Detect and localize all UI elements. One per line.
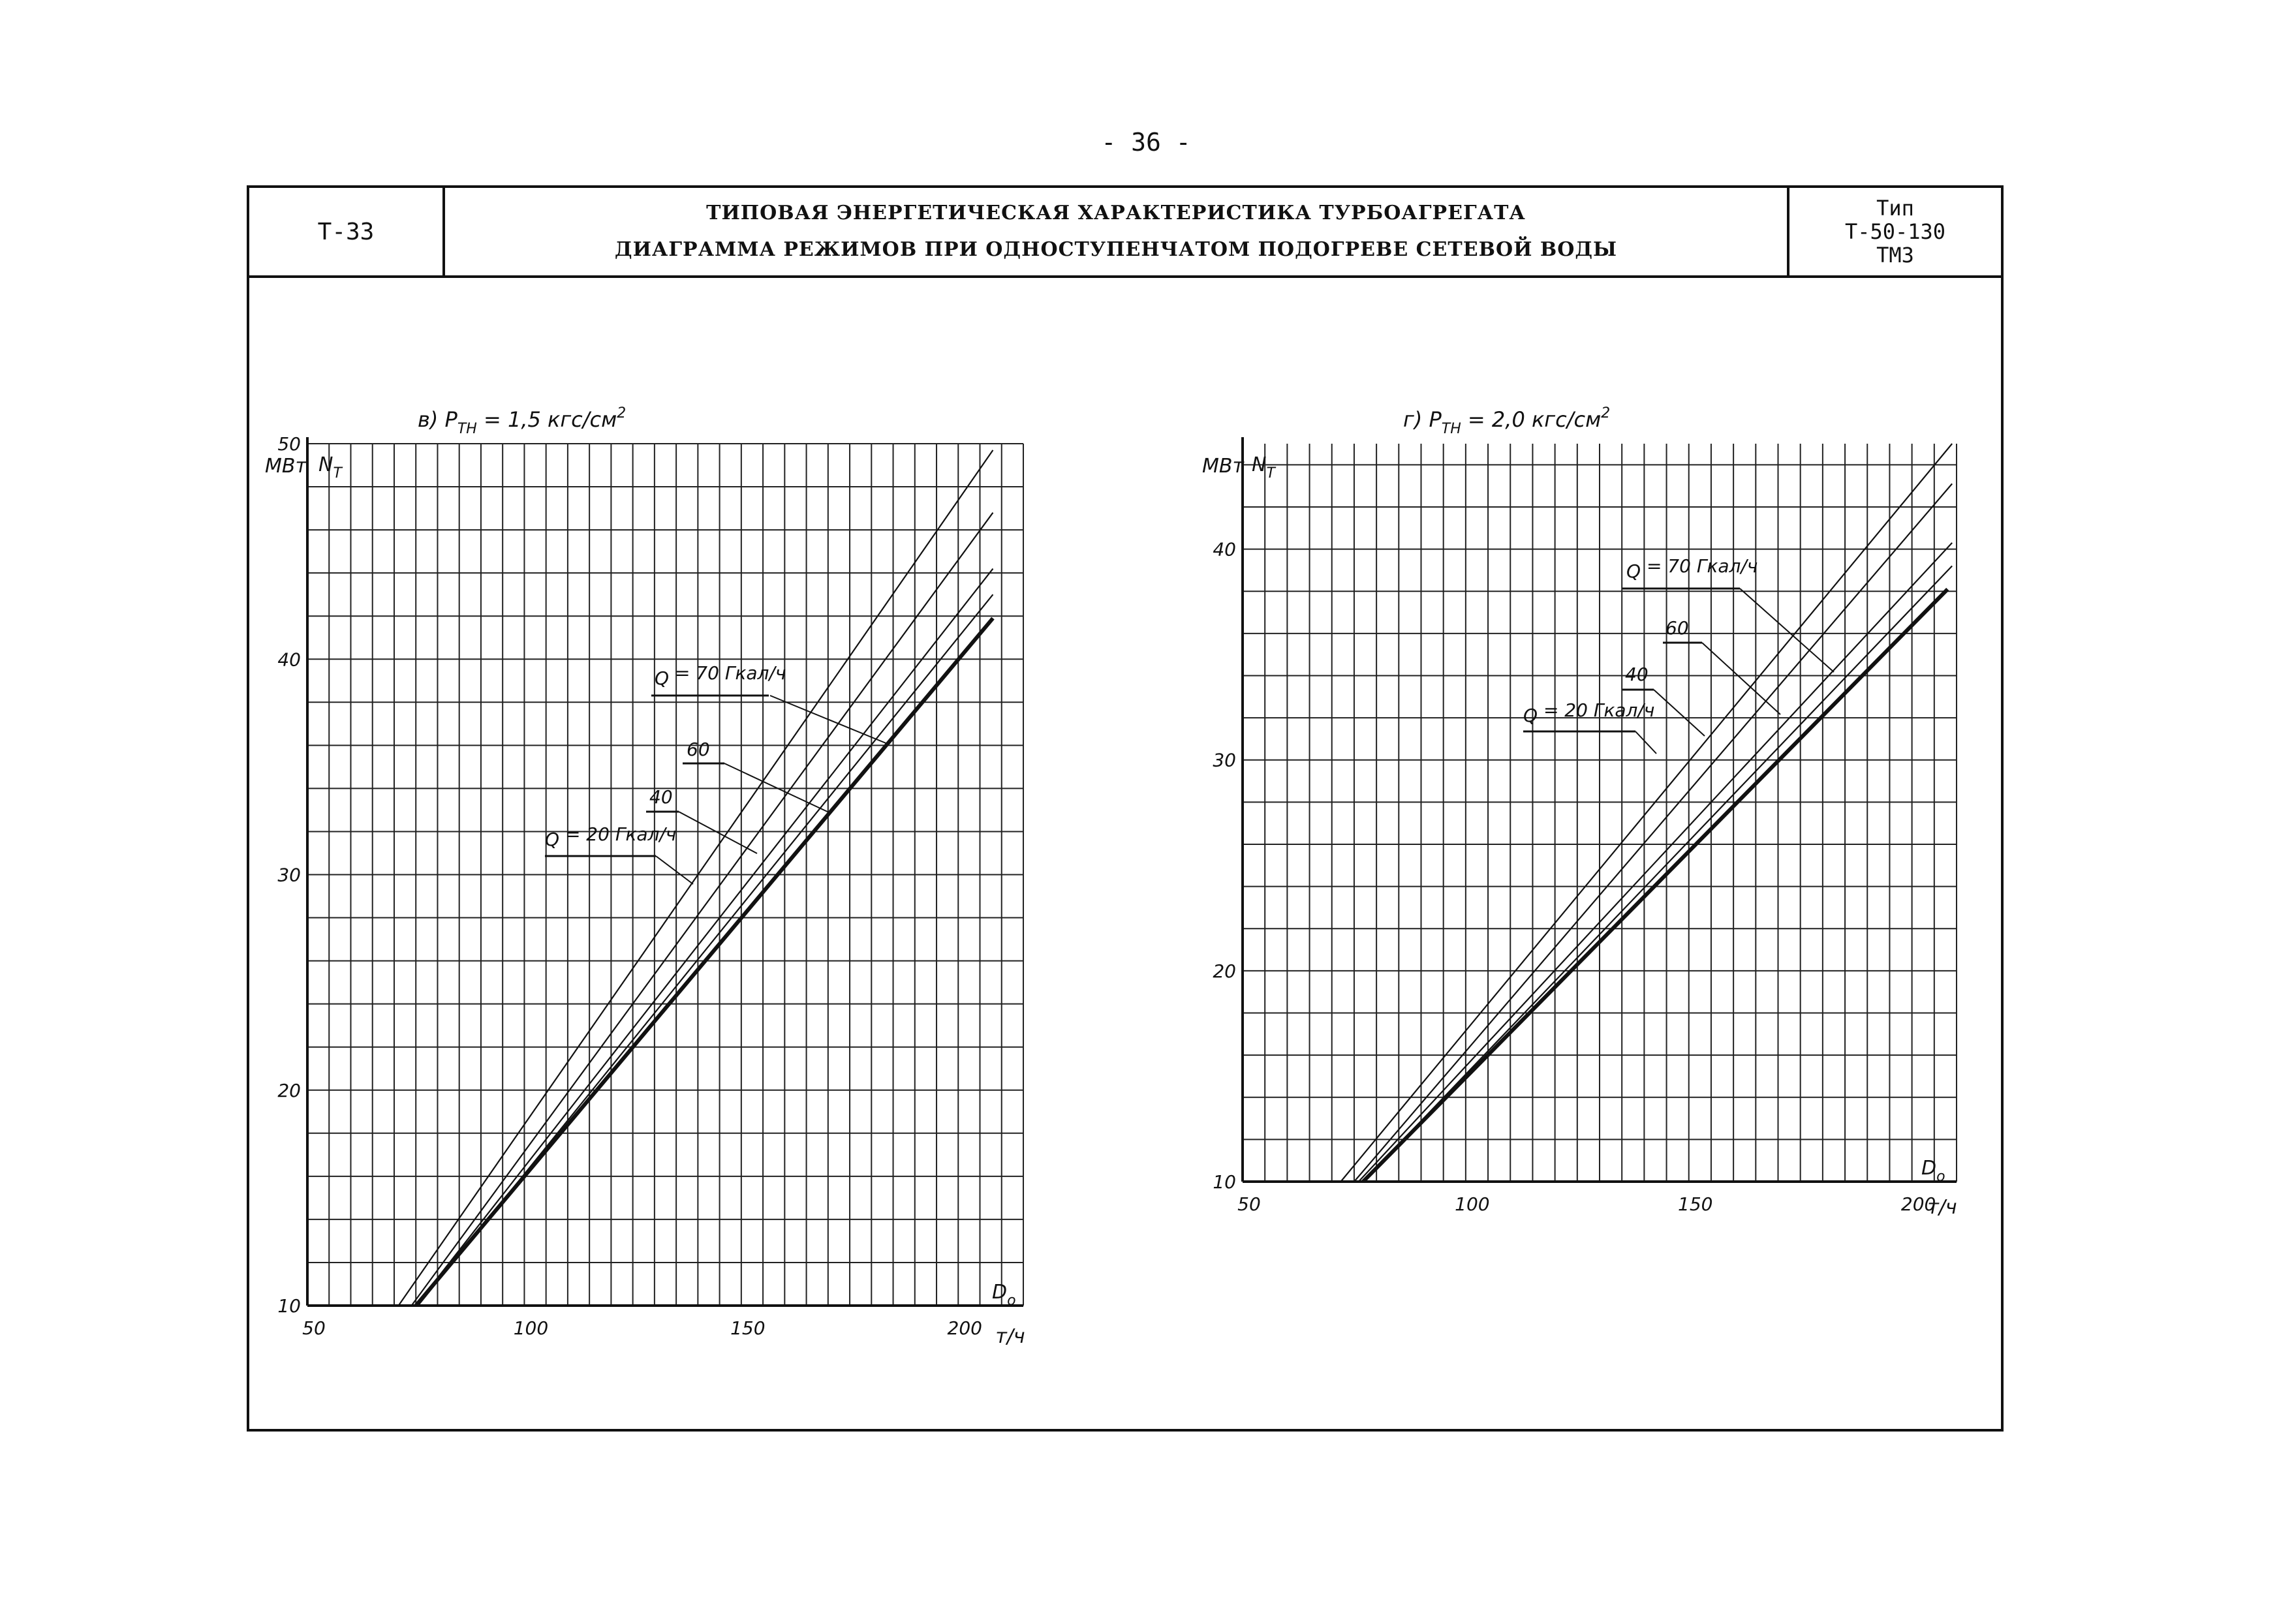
series-line-1 [412,513,993,1306]
y-tick-label: 40 [277,649,301,671]
drawing-title-line-2: ДИАГРАММА РЕЖИМОВ ПРИ ОДНОСТУПЕНЧАТОМ ПОДОГРЕВЕ СЕТЕВОЙ ВОДЫ [614,238,1618,261]
x-axis-label: $D_o$ [992,1281,1016,1309]
y-tick-label: 10 [1213,1171,1236,1193]
series-label: Q = 70 Гкал/ч [1626,555,1758,582]
chart-panel-v [265,405,1025,1348]
y-axis-unit: МВт [1202,455,1244,478]
y-tick-label: 20 [277,1079,301,1101]
label-leader [1702,643,1780,714]
series-line-2 [1359,543,1952,1182]
x-tick-label: 50 [1237,1193,1261,1215]
y-axis-unit: МВт [265,455,307,478]
series-line-0 [399,450,993,1306]
type-model: Т-50-130 [1844,219,1946,244]
series-label: 40 [1625,664,1649,685]
type-label: Тип [1876,196,1914,221]
series-line-0 [1340,444,1952,1182]
x-axis-unit: т/ч [1927,1196,1957,1219]
label-leader [1740,589,1834,672]
drawing-code: Т-33 [249,188,445,275]
y-axis-label: $N_Т$ [1252,453,1275,482]
series-label: 60 [687,739,710,760]
series-label: Q = 20 Гкал/ч [545,823,677,850]
drawing-title-line-1: ТИПОВАЯ ЭНЕРГЕТИЧЕСКАЯ ХАРАКТЕРИСТИКА ТУРБОАГРЕГАТА [706,202,1526,224]
panel-title: г) $P_{ТН} = 2,0$ кгс/$см^2$ [1403,405,1611,437]
x-axis-unit: т/ч [995,1325,1025,1348]
y-tick-label: 40 [1213,538,1236,560]
label-leader [1635,731,1656,754]
series-label: 40 [649,786,673,808]
series-label: 60 [1665,617,1689,639]
x-tick-label: 100 [513,1317,549,1339]
label-leader [656,856,693,884]
type-maker: ТМЗ [1876,243,1914,268]
y-tick-label: 30 [1213,749,1236,771]
series-label: Q = 70 Гкал/ч [655,662,786,689]
x-tick-label: 100 [1455,1193,1490,1215]
x-tick-label: 200 [947,1317,982,1339]
y-tick-label: 10 [277,1295,301,1317]
y-tick-label: 50 [277,433,301,455]
y-tick-label: 30 [277,864,301,886]
x-tick-label: 200 [1900,1193,1936,1215]
y-tick-label: 20 [1213,960,1236,982]
page-number: - 36 - [1101,128,1191,157]
x-tick-label: 150 [730,1317,766,1339]
series-line-3 [1363,566,1953,1182]
x-tick-label: 150 [1678,1193,1713,1215]
y-axis-label: $N_Т$ [318,453,342,482]
chart-panel-g [1202,405,1957,1219]
series-line-4 [1363,589,1948,1182]
x-tick-label: 50 [302,1317,326,1339]
panel-title: в) $P_{ТН} = 1,5$ кгс/$см^2$ [418,405,627,437]
label-leader [1654,690,1705,736]
x-axis-label: $D_o$ [1921,1157,1945,1185]
series-label: Q = 20 Гкал/ч [1523,699,1655,726]
